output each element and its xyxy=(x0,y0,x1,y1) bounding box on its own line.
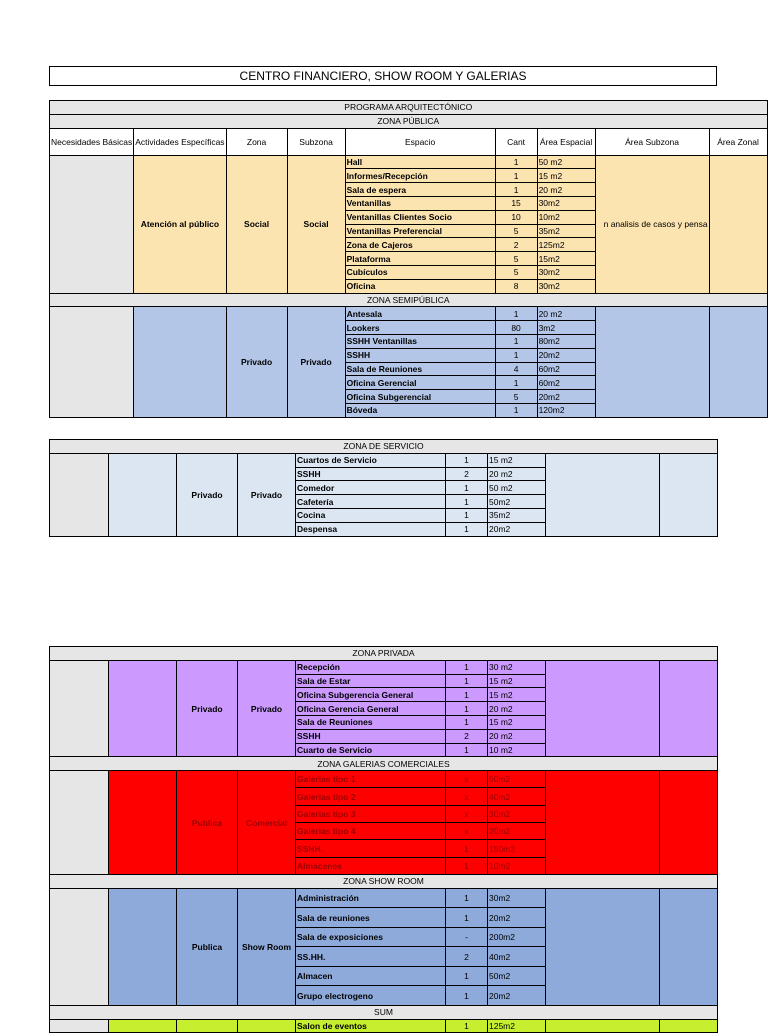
area-espacial-cell: 80m2 xyxy=(537,334,595,348)
area-espacial-cell: 150m2 xyxy=(488,840,546,857)
espacio-cell: Sala de Reuniones xyxy=(296,715,446,729)
cant-cell: 2 xyxy=(446,729,488,743)
cant-cell: 1 xyxy=(446,674,488,688)
area-zonal-cell xyxy=(660,771,718,875)
area-zonal-cell xyxy=(660,453,718,536)
espacio-cell: Sala de exposiciones xyxy=(296,927,446,947)
espacio-cell: Almacenes xyxy=(296,857,446,874)
espacio-cell: Hall xyxy=(345,155,495,169)
area-espacial-cell: 20 m2 xyxy=(488,729,546,743)
column-header: Área Zonal xyxy=(709,128,767,155)
zona-galerias-band-label: ZONA GALERIAS COMERCIALES xyxy=(50,757,718,771)
espacio-cell: Comedor xyxy=(296,481,446,495)
area-espacial-cell: 30m2 xyxy=(537,265,595,279)
area-espacial-cell: 120m2 xyxy=(537,403,595,417)
espacio-cell: Antesala xyxy=(345,307,495,321)
espacio-cell: Cuarto de Servicio xyxy=(296,743,446,757)
area-espacial-cell: 10m2 xyxy=(488,857,546,874)
area-zonal-cell xyxy=(660,888,718,1005)
zona-cell: Privado xyxy=(226,307,287,417)
cant-cell: 5 xyxy=(495,224,537,238)
zona-semipublica-band-label: ZONA SEMIPÚBLICA xyxy=(50,293,768,307)
program-table-3 xyxy=(49,646,718,1033)
area-espacial-cell: 20m2 xyxy=(537,348,595,362)
table-row xyxy=(50,771,718,788)
espacio-cell: Ventanillas Clientes Socio xyxy=(345,210,495,224)
espacio-cell: Cocina xyxy=(296,508,446,522)
cant-cell: 1 xyxy=(495,403,537,417)
espacio-cell: Sala de Estar xyxy=(296,674,446,688)
espacio-cell: Ventanillas Preferencial xyxy=(345,224,495,238)
subzona-cell xyxy=(238,1019,296,1033)
area-espacial-cell: 50m2 xyxy=(488,495,546,509)
area-espacial-cell: 20m2 xyxy=(488,522,546,536)
zona-cell: Privado xyxy=(177,453,238,536)
subzona-cell: Comercial xyxy=(238,771,296,875)
area-subzona-cell xyxy=(546,771,660,875)
area-espacial-cell: 20 m2 xyxy=(537,307,595,321)
area-espacial-cell: 15 m2 xyxy=(488,688,546,702)
espacio-cell: SSHH xyxy=(345,348,495,362)
espacio-cell: Administración xyxy=(296,888,446,908)
area-zonal-cell xyxy=(660,1019,718,1033)
espacio-cell: Lookers xyxy=(345,321,495,335)
area-espacial-cell: 3m2 xyxy=(537,321,595,335)
cant-cell: 1 xyxy=(495,348,537,362)
table-row xyxy=(50,155,768,169)
cant-cell: 1 xyxy=(495,155,537,169)
espacio-cell: Sala de espera xyxy=(345,183,495,197)
zona-cell: Publica xyxy=(177,771,238,875)
area-espacial-cell: 50 m2 xyxy=(537,155,595,169)
espacio-cell: Plataforma xyxy=(345,252,495,266)
zona-servicio-band xyxy=(50,440,718,454)
necesidades-cell xyxy=(50,771,109,875)
area-espacial-cell: 35m2 xyxy=(537,224,595,238)
cant-cell: 80 xyxy=(495,321,537,335)
zona-servicio-band-label: ZONA DE SERVICIO xyxy=(50,440,718,454)
area-espacial-cell: 10 m2 xyxy=(488,743,546,757)
area-subzona-cell: n analisis de casos y pensa xyxy=(595,155,709,293)
program-table-2 xyxy=(49,439,718,537)
subzona-cell: Privado xyxy=(238,453,296,536)
area-espacial-cell: 30m2 xyxy=(488,888,546,908)
area-subzona-cell xyxy=(546,660,660,757)
espacio-cell: Cuartos de Servicio xyxy=(296,453,446,467)
column-header: Área Espacial xyxy=(537,128,595,155)
area-subzona-cell xyxy=(595,307,709,417)
actividad-cell: Atención al público xyxy=(134,155,226,293)
espacio-cell: Oficina Subgerencia General xyxy=(296,688,446,702)
area-espacial-cell: 20 m2 xyxy=(488,702,546,716)
espacio-cell: SSHH xyxy=(296,729,446,743)
area-espacial-cell: 30m2 xyxy=(537,196,595,210)
column-header: Necesidades Básicas xyxy=(50,128,134,155)
cant-cell: 1 xyxy=(446,966,488,986)
subzona-cell: Privado xyxy=(238,660,296,757)
area-espacial-cell: 20m2 xyxy=(488,823,546,840)
actividad-cell xyxy=(109,660,177,757)
zona-galerias-band xyxy=(50,757,718,771)
zona-privada-band xyxy=(50,647,718,661)
necesidades-cell xyxy=(50,888,109,1005)
cant-cell: 4 xyxy=(495,362,537,376)
cant-cell: 2 xyxy=(495,238,537,252)
zona-cell: Privado xyxy=(177,660,238,757)
actividad-cell xyxy=(109,888,177,1005)
actividad-cell xyxy=(109,771,177,875)
espacio-cell: Ventanillas xyxy=(345,196,495,210)
cant-cell: x xyxy=(446,771,488,788)
zona-publica-band xyxy=(50,114,768,128)
cant-cell: 5 xyxy=(495,265,537,279)
area-espacial-cell: 60m2 xyxy=(537,362,595,376)
column-header: Cant xyxy=(495,128,537,155)
espacio-cell: Oficina Gerencial xyxy=(345,376,495,390)
espacio-cell: Despensa xyxy=(296,522,446,536)
column-header: Espacio xyxy=(345,128,495,155)
subzona-cell: Privado xyxy=(287,307,345,417)
area-espacial-cell: 15 m2 xyxy=(488,715,546,729)
zona-semipublica-band xyxy=(50,293,768,307)
espacio-cell: Informes/Recepción xyxy=(345,169,495,183)
area-espacial-cell: 20 m2 xyxy=(537,183,595,197)
espacio-cell: Almacen xyxy=(296,966,446,986)
cant-cell: 1 xyxy=(446,702,488,716)
actividad-cell xyxy=(109,453,177,536)
sum-band-label: SUM xyxy=(50,1005,718,1019)
cant-cell: 1 xyxy=(446,481,488,495)
cant-cell: 1 xyxy=(495,183,537,197)
program-title-band xyxy=(50,101,768,115)
area-espacial-cell: 15 m2 xyxy=(488,453,546,467)
cant-cell: x xyxy=(446,823,488,840)
column-header: Zona xyxy=(226,128,287,155)
espacio-cell: Galerias tipo 1 xyxy=(296,771,446,788)
area-espacial-cell: 125m2 xyxy=(537,238,595,252)
area-espacial-cell: 50 m2 xyxy=(488,481,546,495)
cant-cell: 1 xyxy=(446,660,488,674)
cant-cell: 1 xyxy=(495,307,537,321)
area-espacial-cell: 20m2 xyxy=(488,908,546,928)
area-espacial-cell: 15 m2 xyxy=(488,674,546,688)
espacio-cell: Sala de Reuniones xyxy=(345,362,495,376)
espacio-cell: Cafetería xyxy=(296,495,446,509)
cant-cell: - xyxy=(446,927,488,947)
actividad-cell xyxy=(109,1019,177,1033)
area-subzona-cell xyxy=(546,1019,660,1033)
cant-cell: 1 xyxy=(446,986,488,1006)
espacio-cell: SS.HH. xyxy=(296,947,446,967)
area-espacial-cell: 40m2 xyxy=(488,788,546,805)
area-espacial-cell: 20m2 xyxy=(537,390,595,404)
program-table-1 xyxy=(49,100,768,418)
espacio-cell: Cubículos xyxy=(345,265,495,279)
area-espacial-cell: 15 m2 xyxy=(537,169,595,183)
cant-cell: 1 xyxy=(495,376,537,390)
area-zonal-cell xyxy=(660,660,718,757)
area-zonal-cell xyxy=(709,307,767,417)
cant-cell: 1 xyxy=(446,857,488,874)
cant-cell: 1 xyxy=(446,715,488,729)
cant-cell: 1 xyxy=(446,743,488,757)
zona-publica-band-label: ZONA PÚBLICA xyxy=(50,114,768,128)
espacio-cell: Galerias tipo 2 xyxy=(296,788,446,805)
cant-cell: 1 xyxy=(446,888,488,908)
column-header: Actividades Específicas xyxy=(134,128,226,155)
espacio-cell: SSHH. xyxy=(296,840,446,857)
cant-cell: 1 xyxy=(446,908,488,928)
area-espacial-cell: 200m2 xyxy=(488,927,546,947)
zona-privada-band-label: ZONA PRIVADA xyxy=(50,647,718,661)
subzona-cell: Social xyxy=(287,155,345,293)
cant-cell: x xyxy=(446,805,488,822)
necesidades-cell xyxy=(50,453,109,536)
area-subzona-cell xyxy=(546,453,660,536)
area-zonal-cell xyxy=(709,155,767,293)
necesidades-cell xyxy=(50,1019,109,1033)
espacio-cell: Galerias tipo 3 xyxy=(296,805,446,822)
sum-band xyxy=(50,1005,718,1019)
cant-cell: 1 xyxy=(446,522,488,536)
cant-cell: 1 xyxy=(446,495,488,509)
area-subzona-cell xyxy=(546,888,660,1005)
area-espacial-cell: 20m2 xyxy=(488,986,546,1006)
cant-cell: 1 xyxy=(446,508,488,522)
cant-cell: 15 xyxy=(495,196,537,210)
area-espacial-cell: 15m2 xyxy=(537,252,595,266)
espacio-cell: Oficina Gerencia General xyxy=(296,702,446,716)
area-espacial-cell: 50m2 xyxy=(488,966,546,986)
header-row xyxy=(50,128,768,155)
column-header: Subzona xyxy=(287,128,345,155)
necesidades-cell xyxy=(50,660,109,757)
espacio-cell: SSHH xyxy=(296,467,446,481)
area-espacial-cell: 30 m2 xyxy=(488,660,546,674)
cant-cell: 1 xyxy=(495,169,537,183)
area-espacial-cell: 50m2 xyxy=(488,771,546,788)
espacio-cell: Grupo electrogeno xyxy=(296,986,446,1006)
area-espacial-cell: 10m2 xyxy=(537,210,595,224)
cant-cell: 2 xyxy=(446,467,488,481)
program-title-band-label: PROGRAMA ARQUITECTÓNICO xyxy=(50,101,768,115)
cant-cell: 2 xyxy=(446,947,488,967)
espacio-cell: Recepción xyxy=(296,660,446,674)
zona-cell: Social xyxy=(226,155,287,293)
subzona-cell: Show Room xyxy=(238,888,296,1005)
actividad-cell xyxy=(134,307,226,417)
espacio-cell: Oficina Subgerencial xyxy=(345,390,495,404)
zona-cell: Publica xyxy=(177,888,238,1005)
table-row xyxy=(50,307,768,321)
espacio-cell: Sala de reuniones xyxy=(296,908,446,928)
table-row xyxy=(50,660,718,674)
area-espacial-cell: 40m2 xyxy=(488,947,546,967)
table-row xyxy=(50,453,718,467)
espacio-cell: Zona de Cajeros xyxy=(345,238,495,252)
cant-cell: 1 xyxy=(495,334,537,348)
cant-cell: 1 xyxy=(446,1019,488,1033)
cant-cell: 5 xyxy=(495,252,537,266)
cant-cell: 1 xyxy=(446,840,488,857)
area-espacial-cell: 35m2 xyxy=(488,508,546,522)
cant-cell: 5 xyxy=(495,390,537,404)
zona-showroom-band xyxy=(50,874,718,888)
cant-cell: 10 xyxy=(495,210,537,224)
area-espacial-cell: 60m2 xyxy=(537,376,595,390)
area-espacial-cell: 20 m2 xyxy=(488,467,546,481)
espacio-cell: Bóveda xyxy=(345,403,495,417)
table-row xyxy=(50,1019,718,1033)
espacio-cell: Salon de eventos xyxy=(296,1019,446,1033)
cant-cell: x xyxy=(446,788,488,805)
area-espacial-cell: 30m2 xyxy=(488,805,546,822)
area-espacial-cell: 30m2 xyxy=(537,279,595,293)
column-header: Área Subzona xyxy=(595,128,709,155)
cant-cell: 8 xyxy=(495,279,537,293)
espacio-cell: SSHH Ventanillas xyxy=(345,334,495,348)
espacio-cell: Oficina xyxy=(345,279,495,293)
necesidades-cell xyxy=(50,307,134,417)
document-title: CENTRO FINANCIERO, SHOW ROOM Y GALERIAS xyxy=(49,66,717,86)
area-espacial-cell: 125m2 xyxy=(488,1019,546,1033)
cant-cell: 1 xyxy=(446,453,488,467)
zona-cell xyxy=(177,1019,238,1033)
necesidades-cell xyxy=(50,155,134,293)
cant-cell: 1 xyxy=(446,688,488,702)
zona-showroom-band-label: ZONA SHOW ROOM xyxy=(50,874,718,888)
table-row xyxy=(50,888,718,908)
espacio-cell: Galerias tipo 4 xyxy=(296,823,446,840)
